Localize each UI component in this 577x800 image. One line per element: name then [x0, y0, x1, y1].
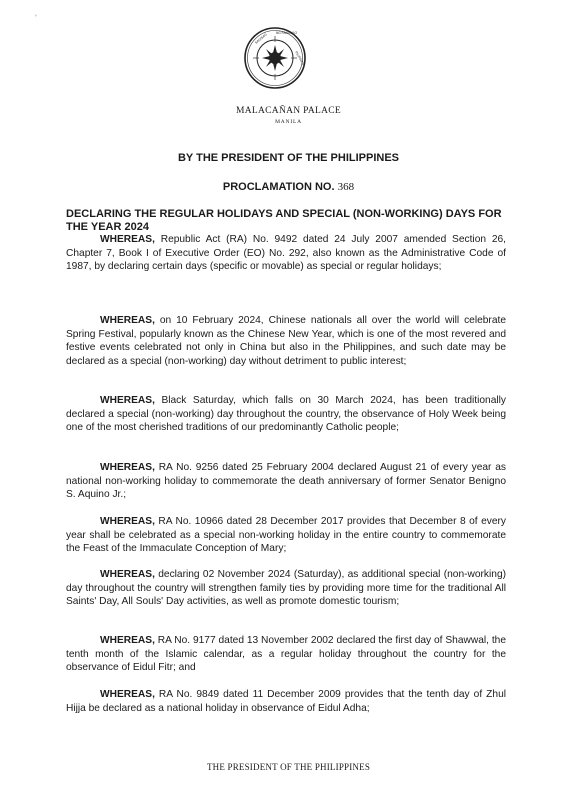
- whereas-clause: WHEREAS, on 10 February 2024, Chinese nationals all over the world will celebrate Spring Festival, popularly known as the Chinese New Year, which is one of the most revered and festive events celebrated not only in China but also in the Philippines, and such date may be declared as a special (non-working) day without detriment to public interest;: [66, 315, 506, 367]
- whereas-clause: WHEREAS, Republic Act (RA) No. 9492 dated 24 July 2007 amended Section 26, Chapter 7, Book I of Executive Order (EO) No. 292, also known as the Administrative Code of 1987, by declaring certain days (specific or movable) as special or regular holidays;: [66, 234, 506, 273]
- palace-name: MALACAÑAN PALACE: [236, 106, 341, 116]
- svg-text:PILIPINAS: PILIPINAS: [294, 50, 306, 66]
- whereas-clause: WHEREAS, RA No. 9256 dated 25 February 2004 declared August 21 of every year as national non-working holiday to commemorate the death anniversary of former Senator Benigno S. Aquino Jr.;: [66, 462, 506, 501]
- whereas-clause: WHEREAS, declaring 02 November 2024 (Saturday), as additional special (non-working) day throughout the country will strengthen family ties by providing more time for the traditional All Saints' Day, All Souls' Day activities, as well as promote domestic tourism;: [66, 569, 506, 608]
- scan-mark: ʼ: [35, 14, 37, 23]
- svg-text:SAGISAG: SAGISAG: [254, 32, 268, 45]
- whereas-clause: WHEREAS, Black Saturday, which falls on 30 March 2024, has been traditionally declared a special (non-working) day throughout the country, the observance of Holy Week being one of the most cherished traditions of our predominantly Catholic people;: [66, 395, 506, 434]
- footer-signature-line: THE PRESIDENT OF THE PHILIPPINES: [206, 762, 371, 772]
- proclamation-title: DECLARING THE REGULAR HOLIDAYS AND SPECIAL (NON-WORKING) DAYS FOR THE YEAR 2024: [66, 208, 502, 233]
- presidential-seal: [243, 26, 307, 90]
- whereas-clause: WHEREAS, RA No. 9177 dated 13 November 2002 declared the first day of Shawwal, the tenth month of the Islamic calendar, as a regular holiday throughout the country for the observance of Eidul Fitr; and: [66, 635, 506, 674]
- proclamation-heading: [0, 181, 577, 193]
- palace-city: MANILA: [275, 119, 302, 125]
- whereas-clause: WHEREAS, RA No. 9849 dated 11 December 2009 provides that the tenth day of Zhul Hijja be declared as a national holiday in observance of Eidul Adha;: [66, 689, 506, 714]
- svg-text:NG PANGULO: NG PANGULO: [276, 31, 298, 35]
- proclamation-number: 368: [337, 181, 355, 193]
- proclamation-label: PROCLAMATION NO.: [222, 181, 335, 193]
- issuer-heading: BY THE PRESIDENT OF THE PHILIPPINES: [177, 152, 400, 164]
- whereas-clause: WHEREAS, RA No. 10966 dated 28 December 2017 provides that December 8 of every year shall be celebrated as a special non-working holiday in the entire country to commemorate the Feast of the Immaculate Conception of Mary;: [66, 516, 506, 555]
